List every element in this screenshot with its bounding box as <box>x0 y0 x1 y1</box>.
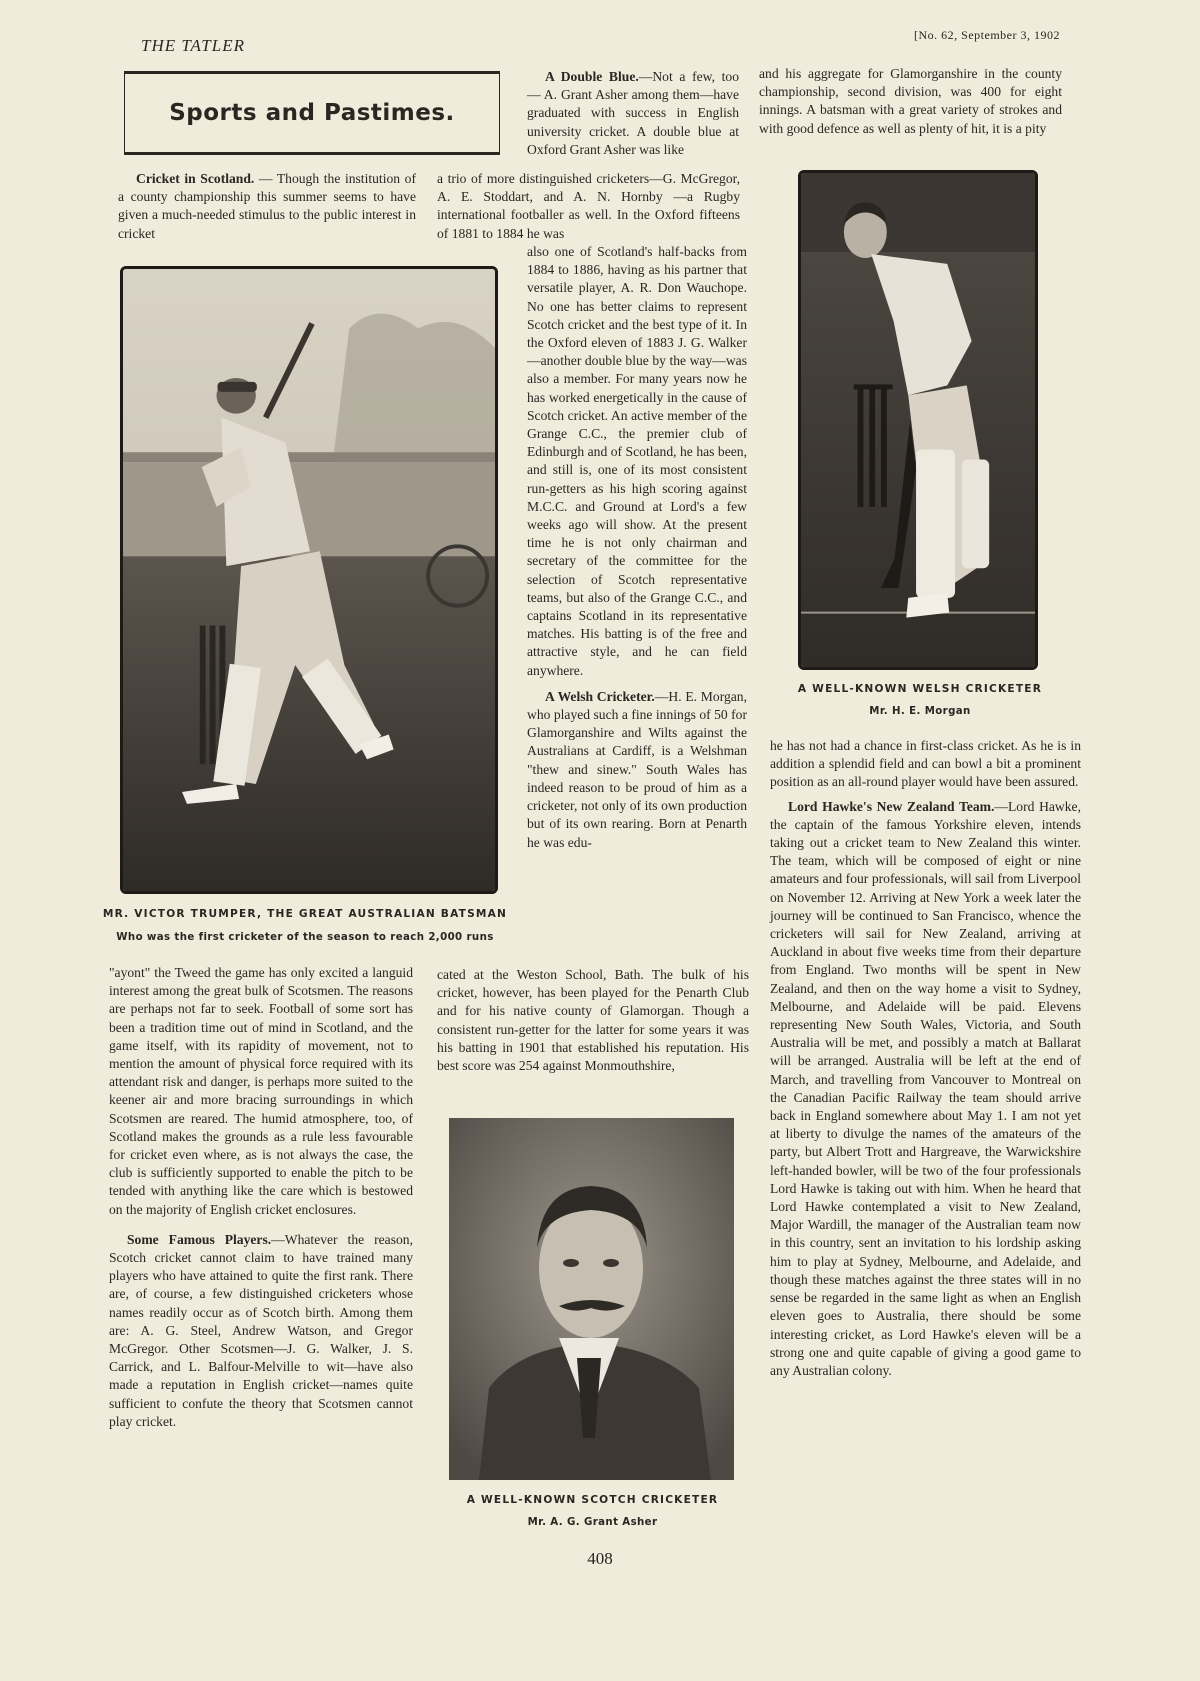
double-blue-heading: A Double Blue. <box>545 69 639 84</box>
right-mid-paragraph: he has not had a chance in first-class cricket. As he is in addition a splendid field and can bowl a bit a prominent position as an all-round player would have been assured. <box>770 738 1081 790</box>
col-mid-cont <box>437 966 749 1081</box>
col-mid-top <box>527 68 739 165</box>
col-left-bottom <box>109 964 413 1437</box>
welsh-cricketer-body: —H. E. Morgan, who played such a fine innings of 50 for Glamorganshire and Wilts against the Australians at Cardiff, is a Welshman "thew and sinew." South Wales has indeed reason to be proud of him as a cricketer, not only of its own production but of its own rearing. Born at Penarth he was edu- <box>527 688 747 850</box>
morgan-photo <box>798 170 1038 670</box>
asher-subcaption: Mr. A. G. Grant Asher <box>527 1517 658 1528</box>
trumper-caption: MR. VICTOR TRUMPER, THE GREAT AUSTRALIAN BATSMAN <box>102 908 508 920</box>
double-blue-body: —Not a few, too — A. Grant Asher among them—have graduated with success in English university cricket. A double blue at Oxford Grant Asher was like <box>527 69 740 157</box>
page-number: 408 <box>587 1549 613 1568</box>
hawke-heading: Lord Hawke's New Zealand Team. <box>788 798 995 814</box>
asher-caption: A WELL-KNOWN SCOTCH CRICKETER <box>466 1494 719 1506</box>
asher-portrait <box>449 1118 734 1480</box>
scotland-paragraph: "ayont" the Tweed the game has only excited a languid interest among the great bulk of Scotsmen. The reasons are perhaps not far to seek. Football of some sort has been a tradition time out of mind in Scotland, and the game itself, with its rapidity of movement, not to mention the amount of physical force required with its attendant risk and danger, is perhaps more suited to the keener air and more bracing surroundings in which Scotsmen are reared. The humid atmosphere, too, of Scotland makes the grounds as a rule less favourable for cricket even where, as is not always the case, the club is sufficiently supported to enable the pitch to be tended with anything like the care which is bestowed on the majority of English cricket enclosures. <box>109 965 413 1217</box>
section-title-box <box>124 71 500 155</box>
batsman-image <box>123 269 495 891</box>
cricket-in-scotland-heading: Cricket in Scotland. <box>136 171 255 186</box>
asher-paragraph: also one of Scotland's half-backs from 1884 to 1886, having as his partner that versatile player, A. R. Don Wauchope. No one has better claims to represent Scotch cricket and the best type of it. In the Oxford eleven of 1883 J. G. Walker—another double blue by the way—was also a member. For many years now he has worked energetically in the cause of Scotch cricket. An active member of the Grange C.C., the premier club of Edinburgh and of Scotland, he has been, and still is, one of its most consistent run-getters as his high scoring against M.C.C. and Ground at Lord's a few weeks ago will show. At the present time he is not only chairman and secretary of the committee for the selection of Scotch representative teams, but also of the Grange C.C., and captains Scotland in its representative matches. His batting is of the free and attractive style, and he can field anywhere. <box>527 244 747 678</box>
right-top-paragraph: and his aggregate for Glamorganshire in the county championship, second division, was 400 for eight innings. A batsman with a great variety of strokes and with good defence as well as plenty of hit, it is a pity <box>759 66 1062 136</box>
welsh-cricketer-heading: A Welsh Cricketer. <box>545 688 655 704</box>
wicketkeeper-image <box>801 173 1035 667</box>
famous-players-heading: Some Famous Players. <box>127 1231 272 1247</box>
trumper-photo <box>120 266 498 894</box>
col-right-bottom <box>770 737 1081 1386</box>
welsh-cont-paragraph: cated at the Weston School, Bath. The bulk of his cricket, however, has been played for the Penarth Club and for his native county of Glamorgan. Though a consistent run-getter for the latter for some years it was his batting in 1901 that established his reputation. His best score was 254 against Monmouthshire, <box>437 967 749 1074</box>
masthead: THE TATLER <box>141 36 245 55</box>
morgan-subcaption: Mr. H. E. Morgan <box>869 706 971 717</box>
portrait-image <box>449 1118 734 1480</box>
col-mid-narrow <box>527 243 747 858</box>
col-left-top <box>118 170 416 249</box>
cricket-in-scotland-body: — Though the institution of a county championship this summer seems to have given a much-needed stimulus to the public interest in cricket <box>118 171 416 241</box>
issue-line: [No. 62, September 3, 1902 <box>914 28 1060 42</box>
col-right-top <box>759 65 1062 144</box>
section-title: Sports and Pastimes. <box>169 100 455 126</box>
hawke-body: —Lord Hawke, the captain of the famous Yorkshire eleven, intends taking out a cricket team to New Zealand this winter. The team, which will be composed of eight or nine amateurs and four professionals, will sail from Liverpool on November 12. Arriving at New York a week later the journey will be continued to San Francisco, whence the cricketers will sail for New Zealand, arriving at Auckland in about five weeks time from their departure from England. Two months will be spent in New Zealand, and then on the way home a visit to Sydney, Melbourne, and Adelaide will be paid. Elevens representing New South Wales, Victoria, and South Australia will be met, and possibly a match at Ballarat will be arranged. Australia will be left at the end of March, and travelling from Vancouver to Montreal on the Canadian Pacific Railway the team should arrive back in England somewhere about May 1. I am not yet at liberty to divulge the names of the amateurs of the party, but Albert Trott and Hargreave, the Warwickshire left-handed bowler, will be two of the four professionals Lord Hawke is taking out with him. When he heard that Lord Hawke contemplated a visit to New Zealand, Major Wardill, the manager of the Australian team now in this country, sent an invitation to his lordship asking him to play at Sydney, Melbourne, and Adelaide, and though these matches against the three states will in no sense be regarded in the same light as when an English eleven goes to Australia, there should be some interesting cricket, as Lord Hawke's eleven will be a strong one and quite capable of giving a good game to any Australian colony. <box>770 798 1081 1378</box>
morgan-caption: A WELL-KNOWN WELSH CRICKETER <box>797 683 1043 695</box>
trumper-subcaption: Who was the first cricketer of the season to reach 2,000 runs <box>116 932 494 943</box>
mid-wide-paragraph: a trio of more distinguished cricketers—G. McGregor, A. E. Stoddart, and A. N. Hornby —a Rugby international footballer as well. In the Oxford fifteens of 1881 to 1884 he was <box>437 171 740 241</box>
famous-players-body: —Whatever the reason, Scotch cricket cannot claim to have trained many players who have attained to quite the first rank. There are, of course, a few distinguished cricketers whose names readily occur as of Scotch birth. Among them are: A. G. Steel, Andrew Watson, and Gregor McGregor. Other Scotsmen—J. G. Walker, J. S. Carrick, and L. Balfour-Melville to wit—have also made a reputation in English cricket—names quite sufficient to confute the theory that Scotsmen cannot play cricket. <box>109 1231 413 1429</box>
col-mid-wide <box>437 170 740 249</box>
